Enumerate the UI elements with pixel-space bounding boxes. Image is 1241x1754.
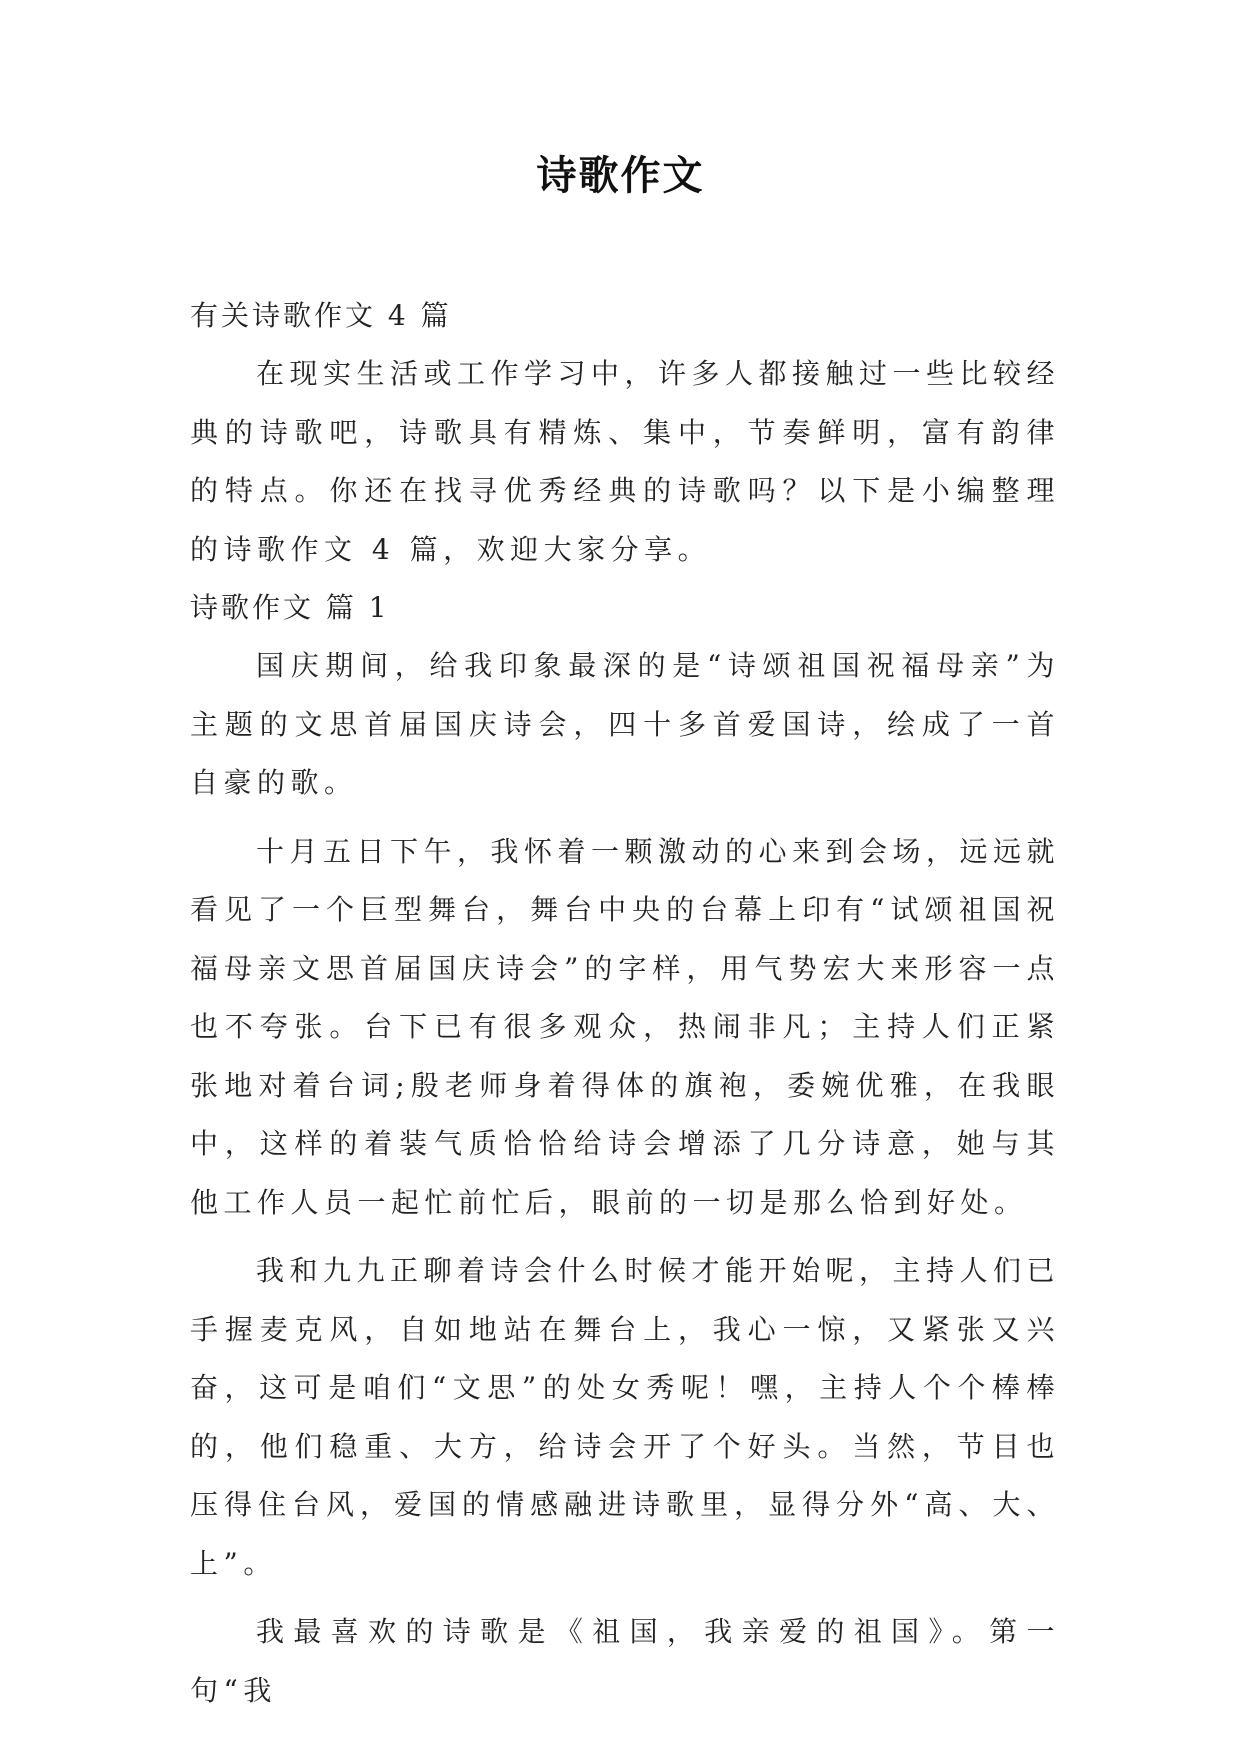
body-paragraph: 我最喜欢的诗歌是《祖国，我亲爱的祖国》。第一句“我 — [190, 1615, 1060, 1707]
intro-paragraph: 在现实生活或工作学习中，许多人都接触过一些比较经典的诗歌吧，诗歌具有精炼、集中，节奏鲜明，富有韵律的特点。你还在找寻优秀经典的诗歌吗？以下是小编整理的诗歌作文 4 篇，欢迎大家分享。 — [190, 357, 1061, 566]
body-paragraph: 国庆期间，给我印象最深的是“诗颂祖国祝福母亲”为主题的文思首届国庆诗会，四十多首爱国诗，绘成了一首自豪的歌。 — [190, 649, 1060, 799]
document-subtitle: 有关诗歌作文 4 篇 — [190, 299, 452, 332]
document-body — [190, 287, 1060, 1720]
document-title: 诗歌作文 — [536, 152, 705, 199]
body-paragraph: 十月五日下午，我怀着一颗激动的心来到会场，远远就看见了一个巨型舞台，舞台中央的台幕上印有“试颂祖国祝福母亲文思首届国庆诗会”的字样，用气势宏大来形容一点也不夸张。台下已有很多观众，热闹非凡；主持人们正紧张地对着台词;殷老师身着得体的旗袍，委婉优雅，在我眼中，这样的着装气质恰恰给诗会增添了几分诗意，她与其他工作人员一起忙前忙后，眼前的一切是那么恰到好处。 — [190, 834, 1061, 1219]
body-paragraph: 我和九九正聊着诗会什么时候才能开始呢，主持人们已手握麦克风，自如地站在舞台上，我心一惊，又紧张又兴奋，这可是咱们“文思”的处女秀呢！嘿，主持人个个棒棒的，他们稳重、大方，给诗会开了个好头。当然，节目也压得住台风，爱国的情感融进诗歌里，显得分外“高、大、上”。 — [190, 1254, 1061, 1580]
section-heading: 诗歌作文 篇 1 — [190, 591, 390, 624]
